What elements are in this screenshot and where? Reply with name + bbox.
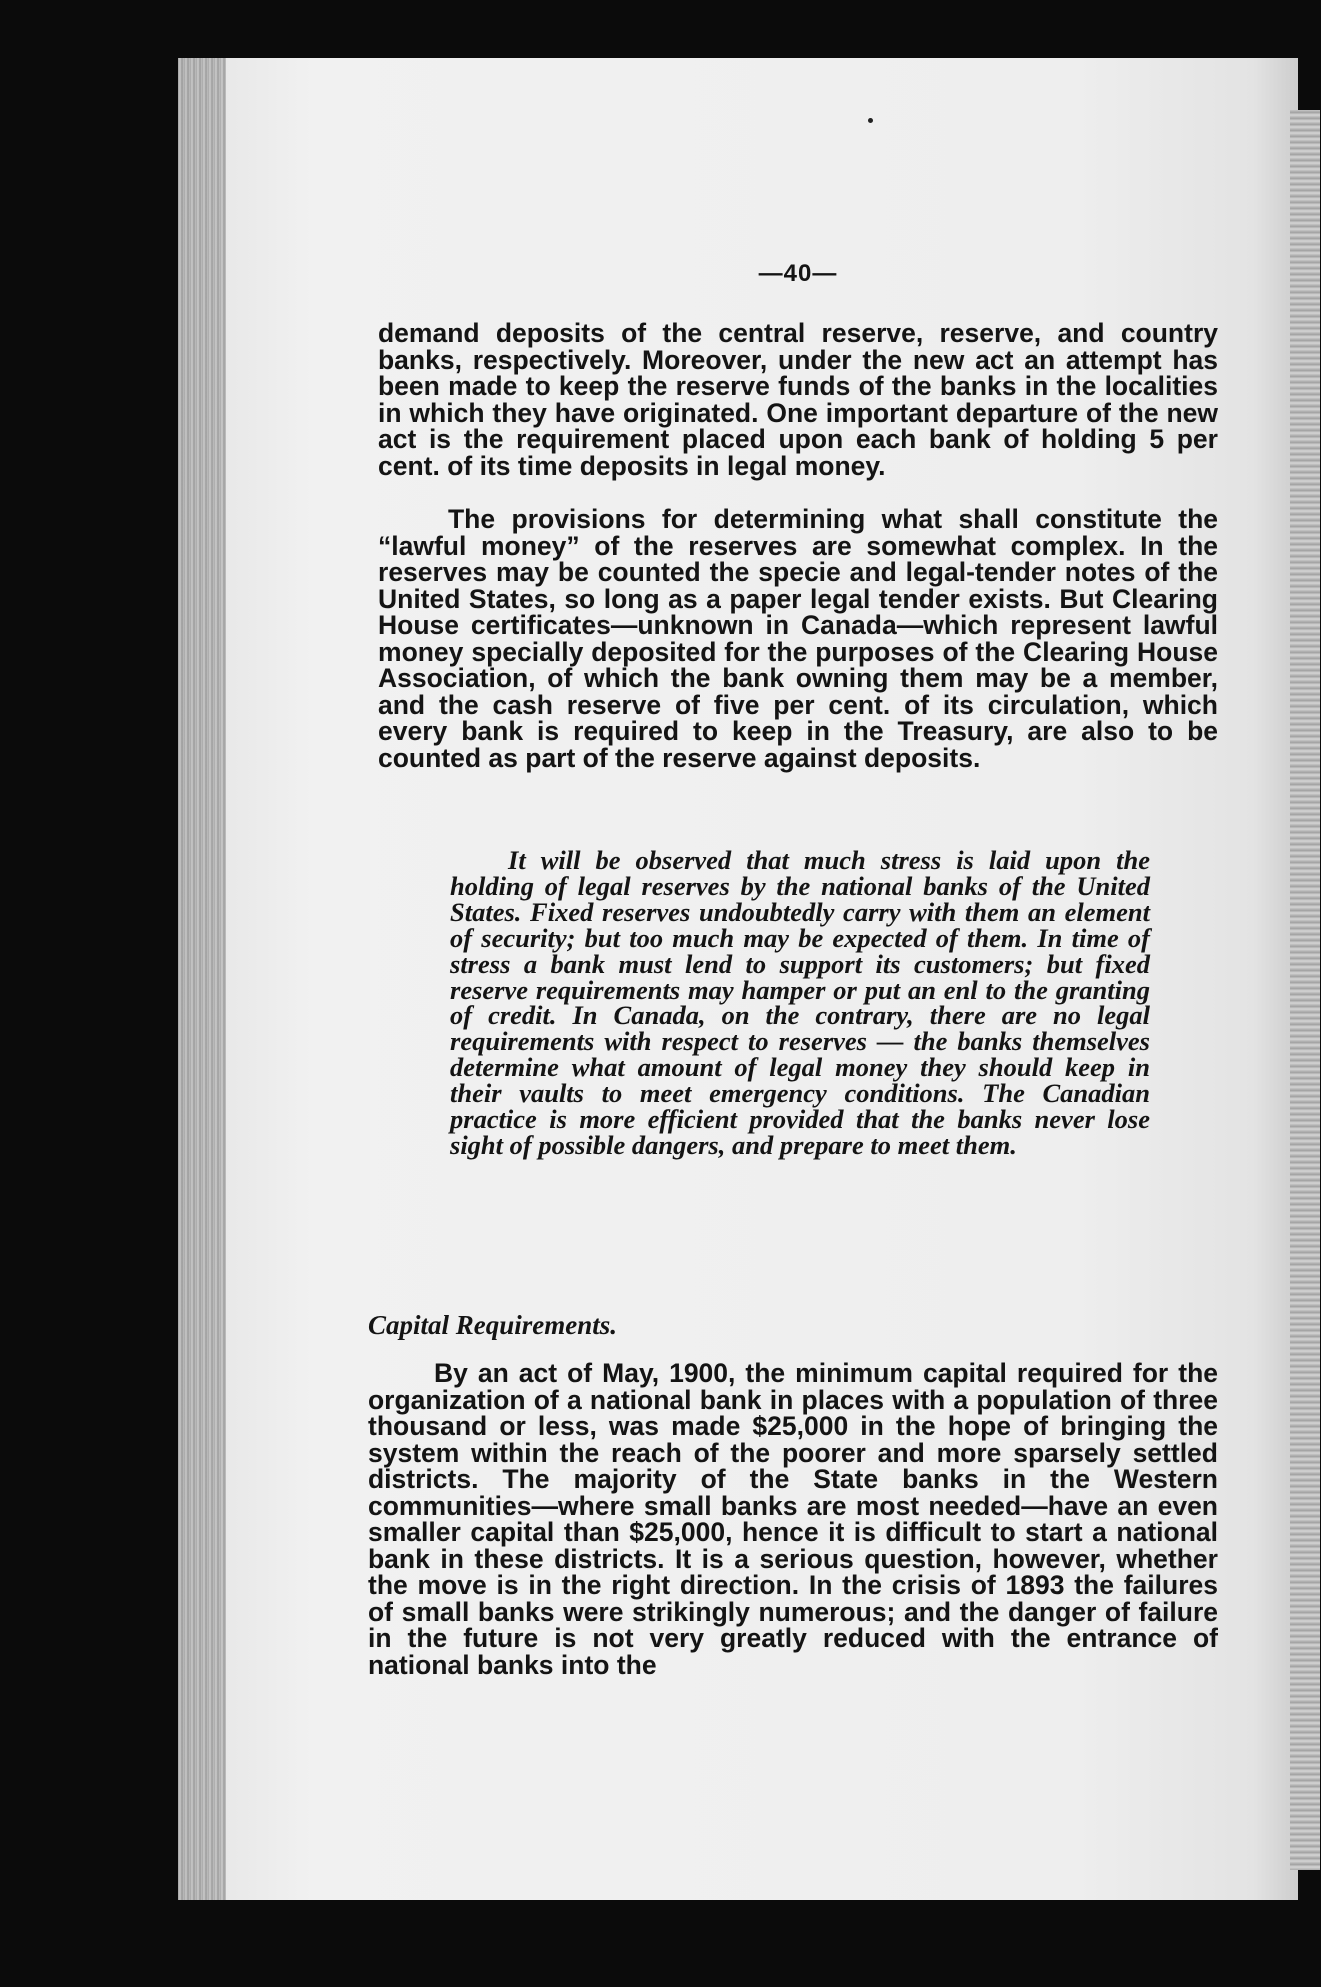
section-heading: Capital Requirements.	[368, 1310, 618, 1340]
cover-edge	[1290, 110, 1320, 1870]
paragraph-lawful-money: The provisions for determining what shall constitute the “lawful money” of the reserves are somewhat complex. In the reserves may be counted the specie and legal-tender notes of the United States, so long as a paper legal tender exists. But Clearing House certificates—unknown in Canada—which represent lawful money specially deposited for the purposes of the Clearing House Association, of which the bank owning them may be a member, and the cash reserve of five per cent. of its circulation, which every bank is required to keep in the Treasury, are also to be counted as part of the reserve against deposits.	[378, 504, 1218, 773]
speck	[868, 118, 873, 123]
paragraph-reserve-deposits: demand deposits of the central reserve, reserve, and country banks, respectively. Moreover, under the new act an attempt has been made to keep the reserve funds of the banks in the localities in which they have originated. One important departure of the new act is the requirement placed upon each bank of holding 5 per cent. of its time deposits in legal money.	[378, 318, 1218, 481]
italic-commentary: It will be observed that much stress is laid upon the holding of legal reserves by the national banks of the United States. Fixed reserves undoubtedly carry with them an element of security; but too much may be expected of them. In time of stress a bank must lend to support its customers; but fixed reserve requirements may hamper or put an enl to the granting of credit. In Canada, on the contrary, there are no legal requirements with respect to reserves — the banks themselves determine what amount of legal money they should keep in their vaults to meet emergency conditions. The Canadian practice is more efficient provided that the banks never lose sight of possible dangers, and prepare to meet them.	[450, 845, 1150, 1160]
book-binding	[178, 58, 226, 1900]
page-number: —40—	[758, 260, 838, 287]
paragraph-capital-requirements: By an act of May, 1900, the minimum capital required for the organization of a national bank in places with a population of three thousand or less, was made $25,000 in the hope of bringing the system within the reach of the poorer and more sparsely settled districts. The majority of the State banks in the Western communities—where small banks are most needed—have an even smaller capital than $25,000, hence it is difficult to start a national bank in these districts. It is a serious question, however, whether the move is in the right direction. In the crisis of 1893 the failures of small banks were strikingly numerous; and the danger of failure in the future is not very greatly reduced with the entrance of national banks into the	[368, 1358, 1218, 1680]
